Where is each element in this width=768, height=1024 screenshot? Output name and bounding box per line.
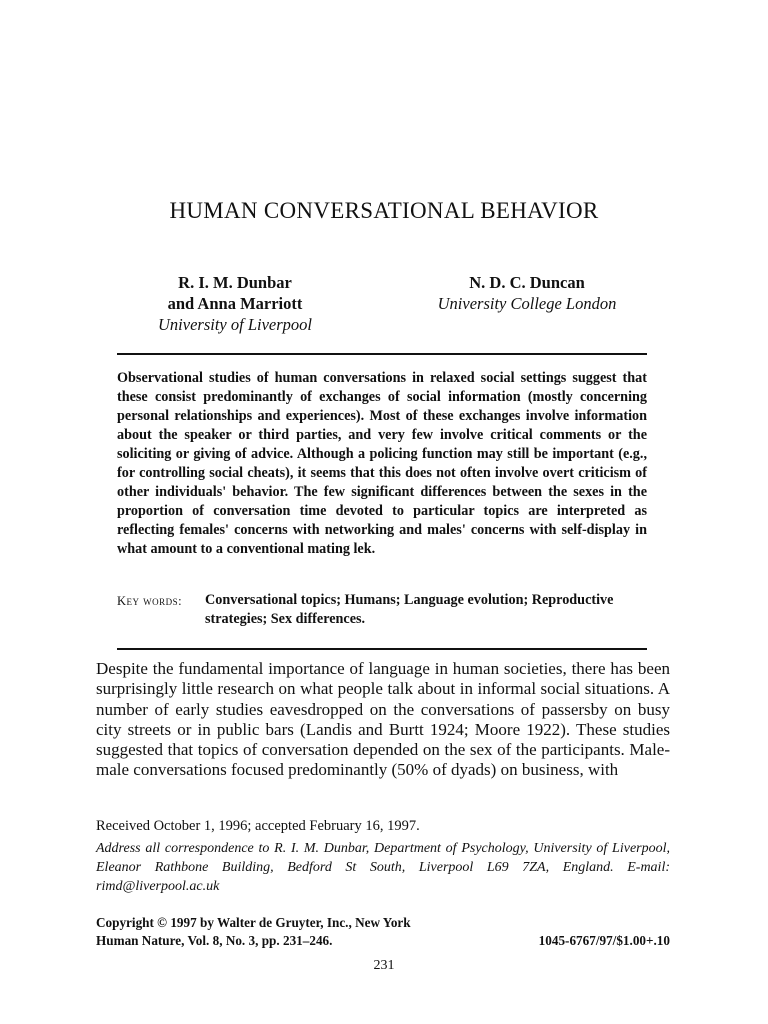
correspondence-address: Address all correspondence to R. I. M. Dunbar, Department of Psychology, University of Liverpool, Eleanor Rathbone Building, Bedford St South, Liverpool L69 7ZA, England. E-mail: rimd@liverpool.ac.uk <box>96 841 670 894</box>
body-paragraph: Despite the fundamental importance of language in human societies, there has been surprisingly little research on what people talk about in informal social situations. A number of early studies eavesdropped on the conversations of passersby on busy city streets or in public bars (Landis and Burtt 1924; Moore 1922). These studies suggested that topics of conversation depended on the sex of the participants. Male-male conversations focused predominantly (50% of dyads) on business, with <box>96 659 670 780</box>
authors-right <box>400 272 654 314</box>
authors-left <box>120 272 350 335</box>
issn-code: 1045-6767/97/$1.00+.10 <box>538 933 670 948</box>
abstract-bottom-rule <box>117 648 647 650</box>
abstract-top-rule <box>117 353 647 355</box>
copyright-block <box>96 914 670 950</box>
affiliation-ucl: University College London <box>437 294 617 313</box>
article-title: HUMAN CONVERSATIONAL BEHAVIOR <box>169 198 599 223</box>
affiliation-liverpool: University of Liverpool <box>158 315 312 334</box>
page-number: 231 <box>373 958 395 973</box>
author-duncan: N. D. C. Duncan <box>469 273 585 292</box>
abstract <box>117 369 647 559</box>
received-note: Received October 1, 1996; accepted February 16, 1997. <box>96 818 420 834</box>
abstract-text: Observational studies of human conversations in relaxed social settings suggest that these consist predominantly of exchanges of social information (mostly concerning personal relationships and experiences). Most of these exchanges involve information about the speaker or third parties, and very few involve critical comments or the soliciting or giving of advice. Although a policing function may still be important (e.g., for controlling social cheats), it seems that this does not often involve overt criticism of other individuals' behavior. The few significant differences between the sexes in the proportion of conversation time devoted to particular topics are interpreted as reflecting females' concerns with networking and males' concerns with self-display in what amount to a conventional mating lek. <box>117 370 647 557</box>
journal-citation: Human Nature, Vol. 8, No. 3, pp. 231–246. <box>96 933 333 948</box>
keywords <box>117 591 647 629</box>
author-dunbar: R. I. M. Dunbar <box>178 273 292 292</box>
keywords-text: Conversational topics; Humans; Language evolution; Reproductive strategies; Sex differences. <box>205 592 614 627</box>
keywords-label: Key words: <box>117 594 183 608</box>
copyright-line: Copyright © 1997 by Walter de Gruyter, Inc., New York <box>96 915 411 930</box>
author-marriott: and Anna Marriott <box>167 294 303 313</box>
